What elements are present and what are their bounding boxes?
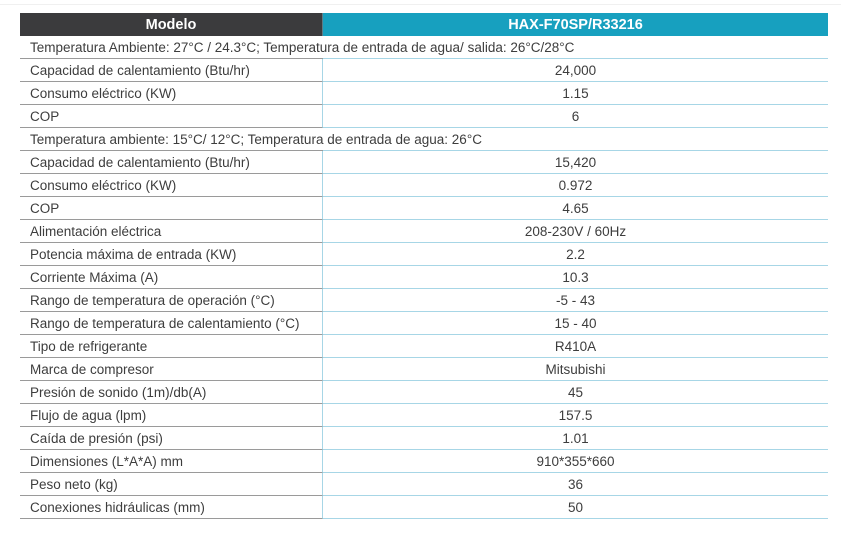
table-header (20, 13, 828, 36)
spec-label: Conexiones hidráulicas (mm) (20, 496, 323, 519)
spec-value: 15 - 40 (323, 312, 828, 335)
spec-value: 6 (323, 105, 828, 128)
spec-label: COP (20, 105, 323, 128)
spec-label: Corriente Máxima (A) (20, 266, 323, 289)
spec-label: Consumo eléctrico (KW) (20, 174, 323, 197)
spec-label: Peso neto (kg) (20, 473, 323, 496)
table-body (20, 36, 828, 519)
spec-value: 1.15 (323, 82, 828, 105)
spec-label: Rango de temperatura de operación (°C) (20, 289, 323, 312)
spec-label: Dimensiones (L*A*A) mm (20, 450, 323, 473)
spec-label: Rango de temperatura de calentamiento (°C) (20, 312, 323, 335)
spec-value: 4.65 (323, 197, 828, 220)
spec-value: 45 (323, 381, 828, 404)
table-row (20, 381, 828, 404)
spec-value: 15,420 (323, 151, 828, 174)
table-row (20, 266, 828, 289)
table-row (20, 220, 828, 243)
spec-label: Consumo eléctrico (KW) (20, 82, 323, 105)
spec-value: 1.01 (323, 427, 828, 450)
spec-value: 0.972 (323, 174, 828, 197)
table-row (20, 82, 828, 105)
spec-value: 10.3 (323, 266, 828, 289)
section-title: Temperatura Ambiente: 27°C / 24.3°C; Temperatura de entrada de agua/ salida: 26°C/28°C (30, 40, 575, 55)
top-divider (0, 4, 841, 5)
spec-value: -5 - 43 (323, 289, 828, 312)
spec-label: Potencia máxima de entrada (KW) (20, 243, 323, 266)
spec-label: Capacidad de calentamiento (Btu/hr) (20, 59, 323, 82)
table-row (20, 496, 828, 519)
spec-label: COP (20, 197, 323, 220)
header-model-name: HAX-F70SP/R33216 (323, 13, 828, 36)
table-row (20, 358, 828, 381)
table-row (20, 289, 828, 312)
spec-value: 36 (323, 473, 828, 496)
spec-label: Flujo de agua (lpm) (20, 404, 323, 427)
spec-label: Presión de sonido (1m)/db(A) (20, 381, 323, 404)
table-row (20, 427, 828, 450)
table-row (20, 335, 828, 358)
spec-value: 208-230V / 60Hz (323, 220, 828, 243)
section-title: Temperatura ambiente: 15°C/ 12°C; Temperatura de entrada de agua: 26°C (30, 132, 482, 147)
table-row (20, 197, 828, 220)
spec-value: Mitsubishi (323, 358, 828, 381)
table-row (20, 174, 828, 197)
section-header-row (20, 36, 828, 59)
spec-label: Tipo de refrigerante (20, 335, 323, 358)
section-header-row (20, 128, 828, 151)
table-row (20, 450, 828, 473)
header-label-column: Modelo (20, 13, 323, 36)
spec-value: 910*355*660 (323, 450, 828, 473)
table-row (20, 312, 828, 335)
spec-label: Caída de presión (psi) (20, 427, 323, 450)
spec-value: 24,000 (323, 59, 828, 82)
spec-label: Marca de compresor (20, 358, 323, 381)
table-row (20, 243, 828, 266)
spec-label: Capacidad de calentamiento (Btu/hr) (20, 151, 323, 174)
spec-value: 2.2 (323, 243, 828, 266)
table-row (20, 473, 828, 496)
table-row (20, 59, 828, 82)
spec-value: R410A (323, 335, 828, 358)
table-row (20, 404, 828, 427)
table-row (20, 105, 828, 128)
spec-label: Alimentación eléctrica (20, 220, 323, 243)
table-row (20, 151, 828, 174)
spec-table (20, 13, 828, 519)
spec-value: 50 (323, 496, 828, 519)
spec-value: 157.5 (323, 404, 828, 427)
